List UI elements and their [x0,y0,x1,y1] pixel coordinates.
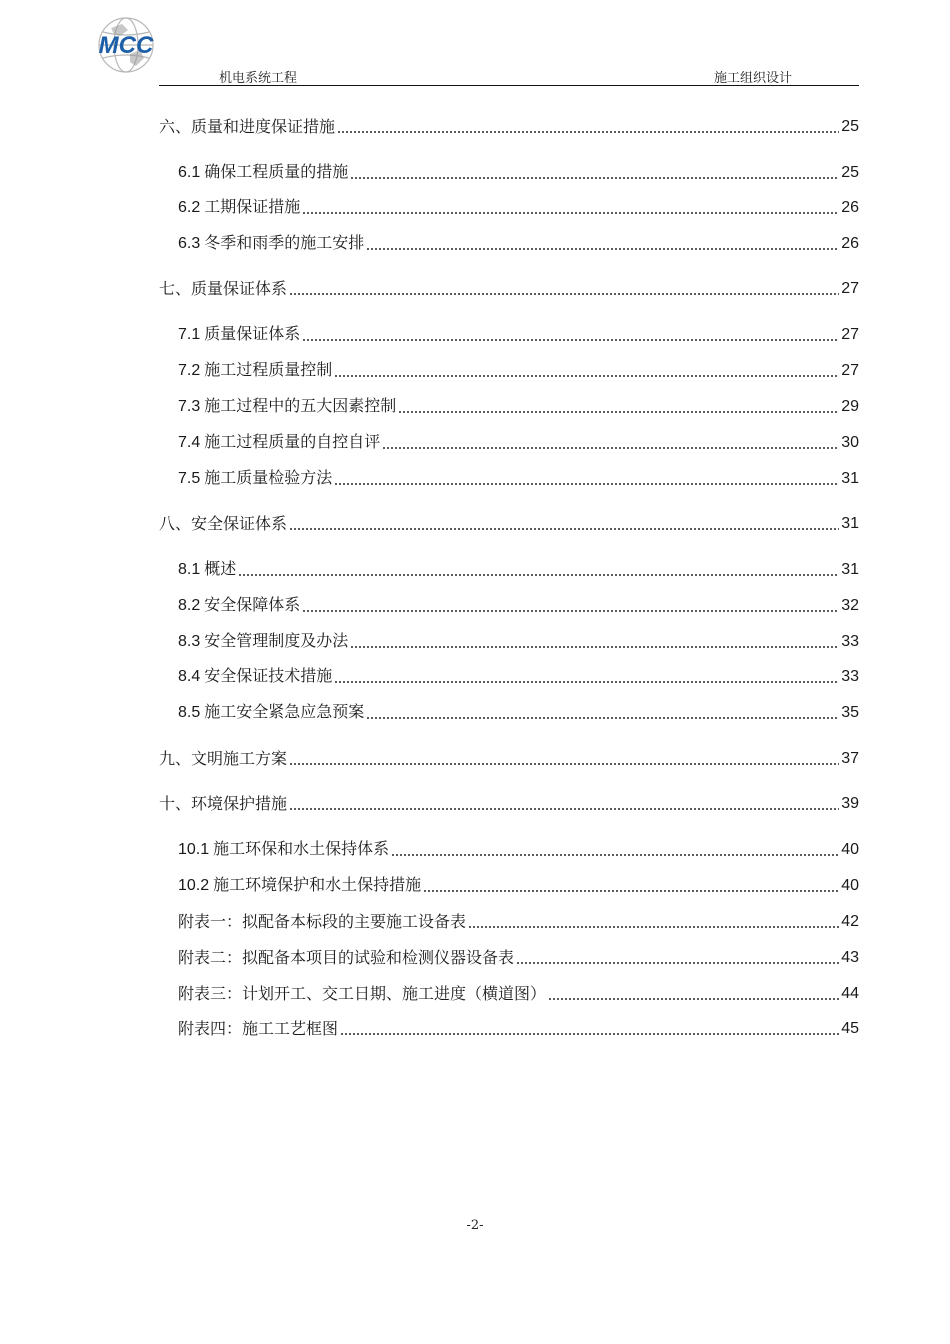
toc-entry-number: 7.1 [178,326,201,343]
toc-leader-dots [398,411,839,413]
toc-leader-dots [350,177,839,179]
toc-entry[interactable] [178,666,859,688]
toc-entry-label [178,838,389,861]
toc-entry-title: 施工环境保护和水土保持措施 [213,875,422,894]
toc-leader-dots [289,293,839,295]
toc-page-number: 40 [841,877,859,894]
toc-entry-number: 7.3 [178,398,201,415]
toc-entry-label [159,116,335,138]
toc-entry-label [178,232,364,255]
toc-entry-label [178,1018,338,1040]
toc-entry-number: 6.2 [178,199,201,216]
toc-entry-label [178,359,332,382]
toc-entry-label [178,161,348,184]
toc-entry-label [178,395,396,418]
toc-entry[interactable] [178,631,859,653]
toc-entry-title: 七、质量保证体系 [159,279,288,298]
toc-entry-title: 安全管理制度及办法 [204,631,349,650]
toc-entry-label [178,947,514,969]
toc-page-number: 33 [841,668,859,685]
toc-leader-dots [334,681,839,683]
toc-entry-number: 7.2 [178,362,201,379]
toc-entry-label [159,748,287,770]
toc-page-number: 25 [841,118,859,135]
toc-page-number: 26 [841,199,859,216]
toc-leader-dots [391,854,839,856]
toc-leader-dots [289,808,839,810]
toc-entry-title: 安全保障体系 [204,595,301,614]
toc-page-number: 37 [841,750,859,767]
toc-leader-dots [468,926,839,928]
toc-entry-title: 六、质量和进度保证措施 [159,117,336,136]
toc-page-number: 39 [841,795,859,812]
toc-leader-dots [350,646,839,648]
toc-leader-dots [334,483,839,485]
toc-entry-title: 安全保证技术措施 [204,666,333,685]
toc-entry[interactable] [178,432,859,454]
toc-page-number: 35 [841,704,859,721]
toc-entry[interactable] [159,278,859,300]
toc-page-number: 31 [841,561,859,578]
toc-entry-title: 附表四：施工工艺框图 [178,1019,339,1038]
toc-entry-label [178,431,380,454]
logo-text: MCC [98,32,154,59]
toc-entry[interactable] [178,1018,859,1040]
toc-entry[interactable] [178,983,859,1005]
toc-leader-dots [366,248,839,250]
toc-entry-label [178,874,421,897]
toc-entry-label [178,467,332,490]
toc-entry-title: 十、环境保护措施 [159,794,288,813]
toc-page-number: 25 [841,164,859,181]
toc-entry-label [178,196,300,219]
toc-page-number: 26 [841,235,859,252]
toc-leader-dots [302,610,839,612]
toc-entry[interactable] [178,324,859,346]
toc-entry[interactable] [178,233,859,255]
toc-entry-label [159,793,287,815]
toc-entry-number: 10.1 [178,841,210,858]
toc-entry-label [159,278,287,300]
toc-entry[interactable] [178,468,859,490]
toc-entry-title: 附表三：计划开工、交工日期、施工进度（横道图） [178,984,547,1003]
toc-leader-dots [289,528,839,530]
toc-leader-dots [238,574,839,576]
toc-page-number: 33 [841,633,859,650]
toc-entry-title: 附表二：拟配备本项目的试验和检测仪器设备表 [178,948,515,967]
toc-entry[interactable] [178,875,859,897]
toc-entry-title: 施工安全紧急应急预案 [204,702,365,721]
toc-entry-title: 施工环保和水土保持体系 [213,839,390,858]
toc-leader-dots [334,375,839,377]
toc-entry[interactable] [178,839,859,861]
toc-entry-title: 八、安全保证体系 [159,514,288,533]
toc-entry-label [178,983,546,1005]
toc-leader-dots [423,890,839,892]
toc-entry-number: 8.3 [178,633,201,650]
toc-entry-label [159,513,287,535]
toc-entry-label [178,701,364,724]
toc-entry[interactable] [159,748,859,770]
header-project-title: 机电系统工程 [219,71,298,86]
toc-entry[interactable] [178,947,859,969]
toc-page-number: 27 [841,362,859,379]
toc-entry[interactable] [159,793,859,815]
page-number: -2- [466,1218,484,1233]
toc-leader-dots [340,1033,839,1035]
toc-entry-number: 8.4 [178,668,201,685]
toc-entry-number: 6.1 [178,164,201,181]
toc-leader-dots [337,131,839,133]
toc-entry-label [178,665,332,688]
toc-page-number: 30 [841,434,859,451]
toc-entry-title: 冬季和雨季的施工安排 [204,233,365,252]
toc-page-number: 42 [841,913,859,930]
toc-entry-title: 施工过程质量的自控自评 [204,432,381,451]
toc-entry[interactable] [178,162,859,184]
toc-entry[interactable] [178,559,859,581]
toc-entry-title: 概述 [204,559,237,578]
toc-entry-label [178,911,466,933]
toc-page-number: 27 [841,280,859,297]
toc-leader-dots [302,339,839,341]
toc-entry[interactable] [178,702,859,724]
toc-page-number: 27 [841,326,859,343]
toc-entry-title: 质量保证体系 [204,324,301,343]
toc-leader-dots [302,212,839,214]
toc-entry-label [178,558,236,581]
toc-entry[interactable] [178,595,859,617]
toc-entry-number: 6.3 [178,235,201,252]
toc-leader-dots [289,763,839,765]
toc-entry-label [178,323,300,346]
toc-entry-title: 附表一：拟配备本标段的主要施工设备表 [178,912,467,931]
toc-entry[interactable] [178,396,859,418]
toc-page-number: 31 [841,515,859,532]
toc-page-number: 32 [841,597,859,614]
toc-entry-number: 8.5 [178,704,201,721]
toc-entry-number: 7.5 [178,470,201,487]
toc-page-number: 40 [841,841,859,858]
toc-entry-title: 施工过程质量控制 [204,360,333,379]
toc-entry[interactable] [159,116,859,138]
toc-entry-number: 10.2 [178,877,210,894]
toc-page-number: 44 [841,985,859,1002]
toc-entry[interactable] [159,513,859,535]
toc-leader-dots [548,998,839,1000]
toc-page-number: 45 [841,1020,859,1037]
toc-entry-title: 确保工程质量的措施 [204,162,349,181]
toc-page-number: 43 [841,949,859,966]
toc-entry-number: 8.2 [178,597,201,614]
toc-entry-title: 施工质量检验方法 [204,468,333,487]
toc-entry-title: 工期保证措施 [204,197,301,216]
toc-entry-number: 8.1 [178,561,201,578]
toc-entry-title: 九、文明施工方案 [159,749,288,768]
toc-entry[interactable] [178,911,859,933]
toc-entry-title: 施工过程中的五大因素控制 [204,396,397,415]
toc-page-number: 31 [841,470,859,487]
header-doc-title: 施工组织设计 [714,71,793,86]
toc-entry[interactable] [178,197,859,219]
toc-entry[interactable] [178,360,859,382]
toc-leader-dots [516,962,839,964]
toc-leader-dots [366,717,839,719]
toc-leader-dots [382,447,839,449]
toc-entry-label [178,630,348,653]
toc-page-number: 29 [841,398,859,415]
toc-entry-number: 7.4 [178,434,201,451]
toc-entry-label [178,594,300,617]
